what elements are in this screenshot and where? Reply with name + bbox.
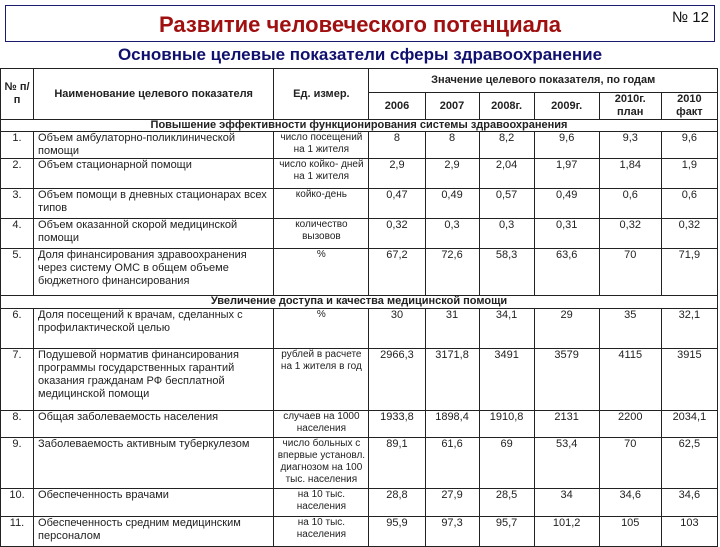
value-cell: 34,1 [479,309,534,349]
value-cell: 4115 [599,349,661,411]
table-row [1,189,718,219]
value-cell: 103 [661,517,717,547]
header-year: 2009г. [534,93,599,120]
value-cell: 28,5 [479,489,534,517]
value-cell: 8 [425,132,479,159]
value-cell: 0,32 [369,219,425,249]
row-number: 10. [1,489,34,517]
value-cell: 71,9 [661,249,717,296]
table-row [1,489,718,517]
row-number: 1. [1,132,34,159]
value-cell: 0,49 [425,189,479,219]
value-cell: 72,6 [425,249,479,296]
unit: % [274,249,369,296]
header-name: Наименование целевого показателя [34,69,274,120]
section-row [1,120,718,132]
row-number: 4. [1,219,34,249]
value-cell: 95,9 [369,517,425,547]
header-year: 2008г. [479,93,534,120]
row-number: 8. [1,411,34,438]
value-cell: 2,9 [425,159,479,189]
value-cell: 62,5 [661,438,717,489]
unit: % [274,309,369,349]
indicator-name: Подушевой норматив финансирования программы государственных гарантий оказания гражданам РФ бесплатной медицинской помощи [34,349,274,411]
value-cell: 61,6 [425,438,479,489]
header-year: 2010 факт [661,93,717,120]
value-cell: 29 [534,309,599,349]
value-cell: 0,6 [599,189,661,219]
table-row [1,219,718,249]
row-number: 6. [1,309,34,349]
value-cell: 0,3 [479,219,534,249]
unit: число посещений на 1 жителя [274,132,369,159]
header-num: № п/п [1,69,34,120]
table-row [1,438,718,489]
row-number: 5. [1,249,34,296]
value-cell: 67,2 [369,249,425,296]
value-cell: 53,4 [534,438,599,489]
indicator-name: Доля посещений к врачам, сделанных с профилактической целью [34,309,274,349]
value-cell: 3491 [479,349,534,411]
section-title: Увеличение доступа и качества медицинской помощи [1,296,718,309]
value-cell: 69 [479,438,534,489]
value-cell: 34 [534,489,599,517]
table-row [1,309,718,349]
value-cell: 0,32 [661,219,717,249]
value-cell: 58,3 [479,249,534,296]
indicator-name: Объем помощи в дневных стационарах всех типов [34,189,274,219]
value-cell: 34,6 [661,489,717,517]
value-cell: 89,1 [369,438,425,489]
value-cell: 0,32 [599,219,661,249]
value-cell: 30 [369,309,425,349]
indicators-table [0,68,718,547]
value-cell: 3171,8 [425,349,479,411]
row-number: 2. [1,159,34,189]
value-cell: 3579 [534,349,599,411]
page-title: Развитие человеческого потенциала [158,12,562,37]
value-cell: 2,04 [479,159,534,189]
unit: койко-день [274,189,369,219]
value-cell: 8 [369,132,425,159]
value-cell: 27,9 [425,489,479,517]
title-box [5,5,715,42]
value-cell: 9,3 [599,132,661,159]
table-row [1,517,718,547]
unit: на 10 тыс. населения [274,517,369,547]
row-number: 9. [1,438,34,489]
value-cell: 3915 [661,349,717,411]
value-cell: 1898,4 [425,411,479,438]
table-row [1,349,718,411]
header-unit: Ед. измер. [274,69,369,120]
value-cell: 70 [599,249,661,296]
value-cell: 0,49 [534,189,599,219]
unit: количество вызовов [274,219,369,249]
table-row [1,411,718,438]
header-group: Значение целевого показателя, по годам [369,69,718,93]
table-subtitle: Основные целевые показатели сферы здравоохранение [117,45,603,64]
value-cell: 31 [425,309,479,349]
indicator-name: Объем стационарной помощи [34,159,274,189]
indicator-name: Обеспеченность врачами [34,489,274,517]
header-year: 2007 [425,93,479,120]
value-cell: 95,7 [479,517,534,547]
value-cell: 0,6 [661,189,717,219]
value-cell: 1,9 [661,159,717,189]
value-cell: 9,6 [534,132,599,159]
value-cell: 70 [599,438,661,489]
row-number: 3. [1,189,34,219]
value-cell: 0,31 [534,219,599,249]
value-cell: 1,97 [534,159,599,189]
value-cell: 2200 [599,411,661,438]
value-cell: 9,6 [661,132,717,159]
indicator-name: Общая заболеваемость населения [34,411,274,438]
value-cell: 2,9 [369,159,425,189]
unit: число больных с впервые установл. диагнозом на 100 тыс. населения [274,438,369,489]
indicator-name: Объем оказанной скорой медицинской помощи [34,219,274,249]
value-cell: 1,84 [599,159,661,189]
section-title: Повышение эффективности функционирования системы здравоохранения [1,120,718,132]
indicator-name: Обеспеченность средним медицинским персоналом [34,517,274,547]
value-cell: 2966,3 [369,349,425,411]
value-cell: 101,2 [534,517,599,547]
value-cell: 2034,1 [661,411,717,438]
unit: на 10 тыс. населения [274,489,369,517]
row-number: 7. [1,349,34,411]
value-cell: 0,3 [425,219,479,249]
value-cell: 1933,8 [369,411,425,438]
unit: число койко- дней на 1 жителя [274,159,369,189]
value-cell: 28,8 [369,489,425,517]
slide-number: № 12 [672,9,709,26]
indicator-name: Объем амбулаторно-поликлинической помощи [34,132,274,159]
unit: случаев на 1000 населения [274,411,369,438]
table-row [1,249,718,296]
value-cell: 63,6 [534,249,599,296]
value-cell: 105 [599,517,661,547]
row-number: 11. [1,517,34,547]
value-cell: 32,1 [661,309,717,349]
value-cell: 35 [599,309,661,349]
value-cell: 34,6 [599,489,661,517]
indicator-name: Доля финансирования здравоохранения через систему ОМС в общем объеме бюджетного финансирования [34,249,274,296]
indicator-name: Заболеваемость активным туберкулезом [34,438,274,489]
value-cell: 0,47 [369,189,425,219]
table-row [1,132,718,159]
value-cell: 0,57 [479,189,534,219]
value-cell: 1910,8 [479,411,534,438]
value-cell: 97,3 [425,517,479,547]
unit: рублей в расчете на 1 жителя в год [274,349,369,411]
table-row [1,159,718,189]
value-cell: 2131 [534,411,599,438]
section-row [1,296,718,309]
header-year: 2006 [369,93,425,120]
value-cell: 8,2 [479,132,534,159]
header-year: 2010г. план [599,93,661,120]
